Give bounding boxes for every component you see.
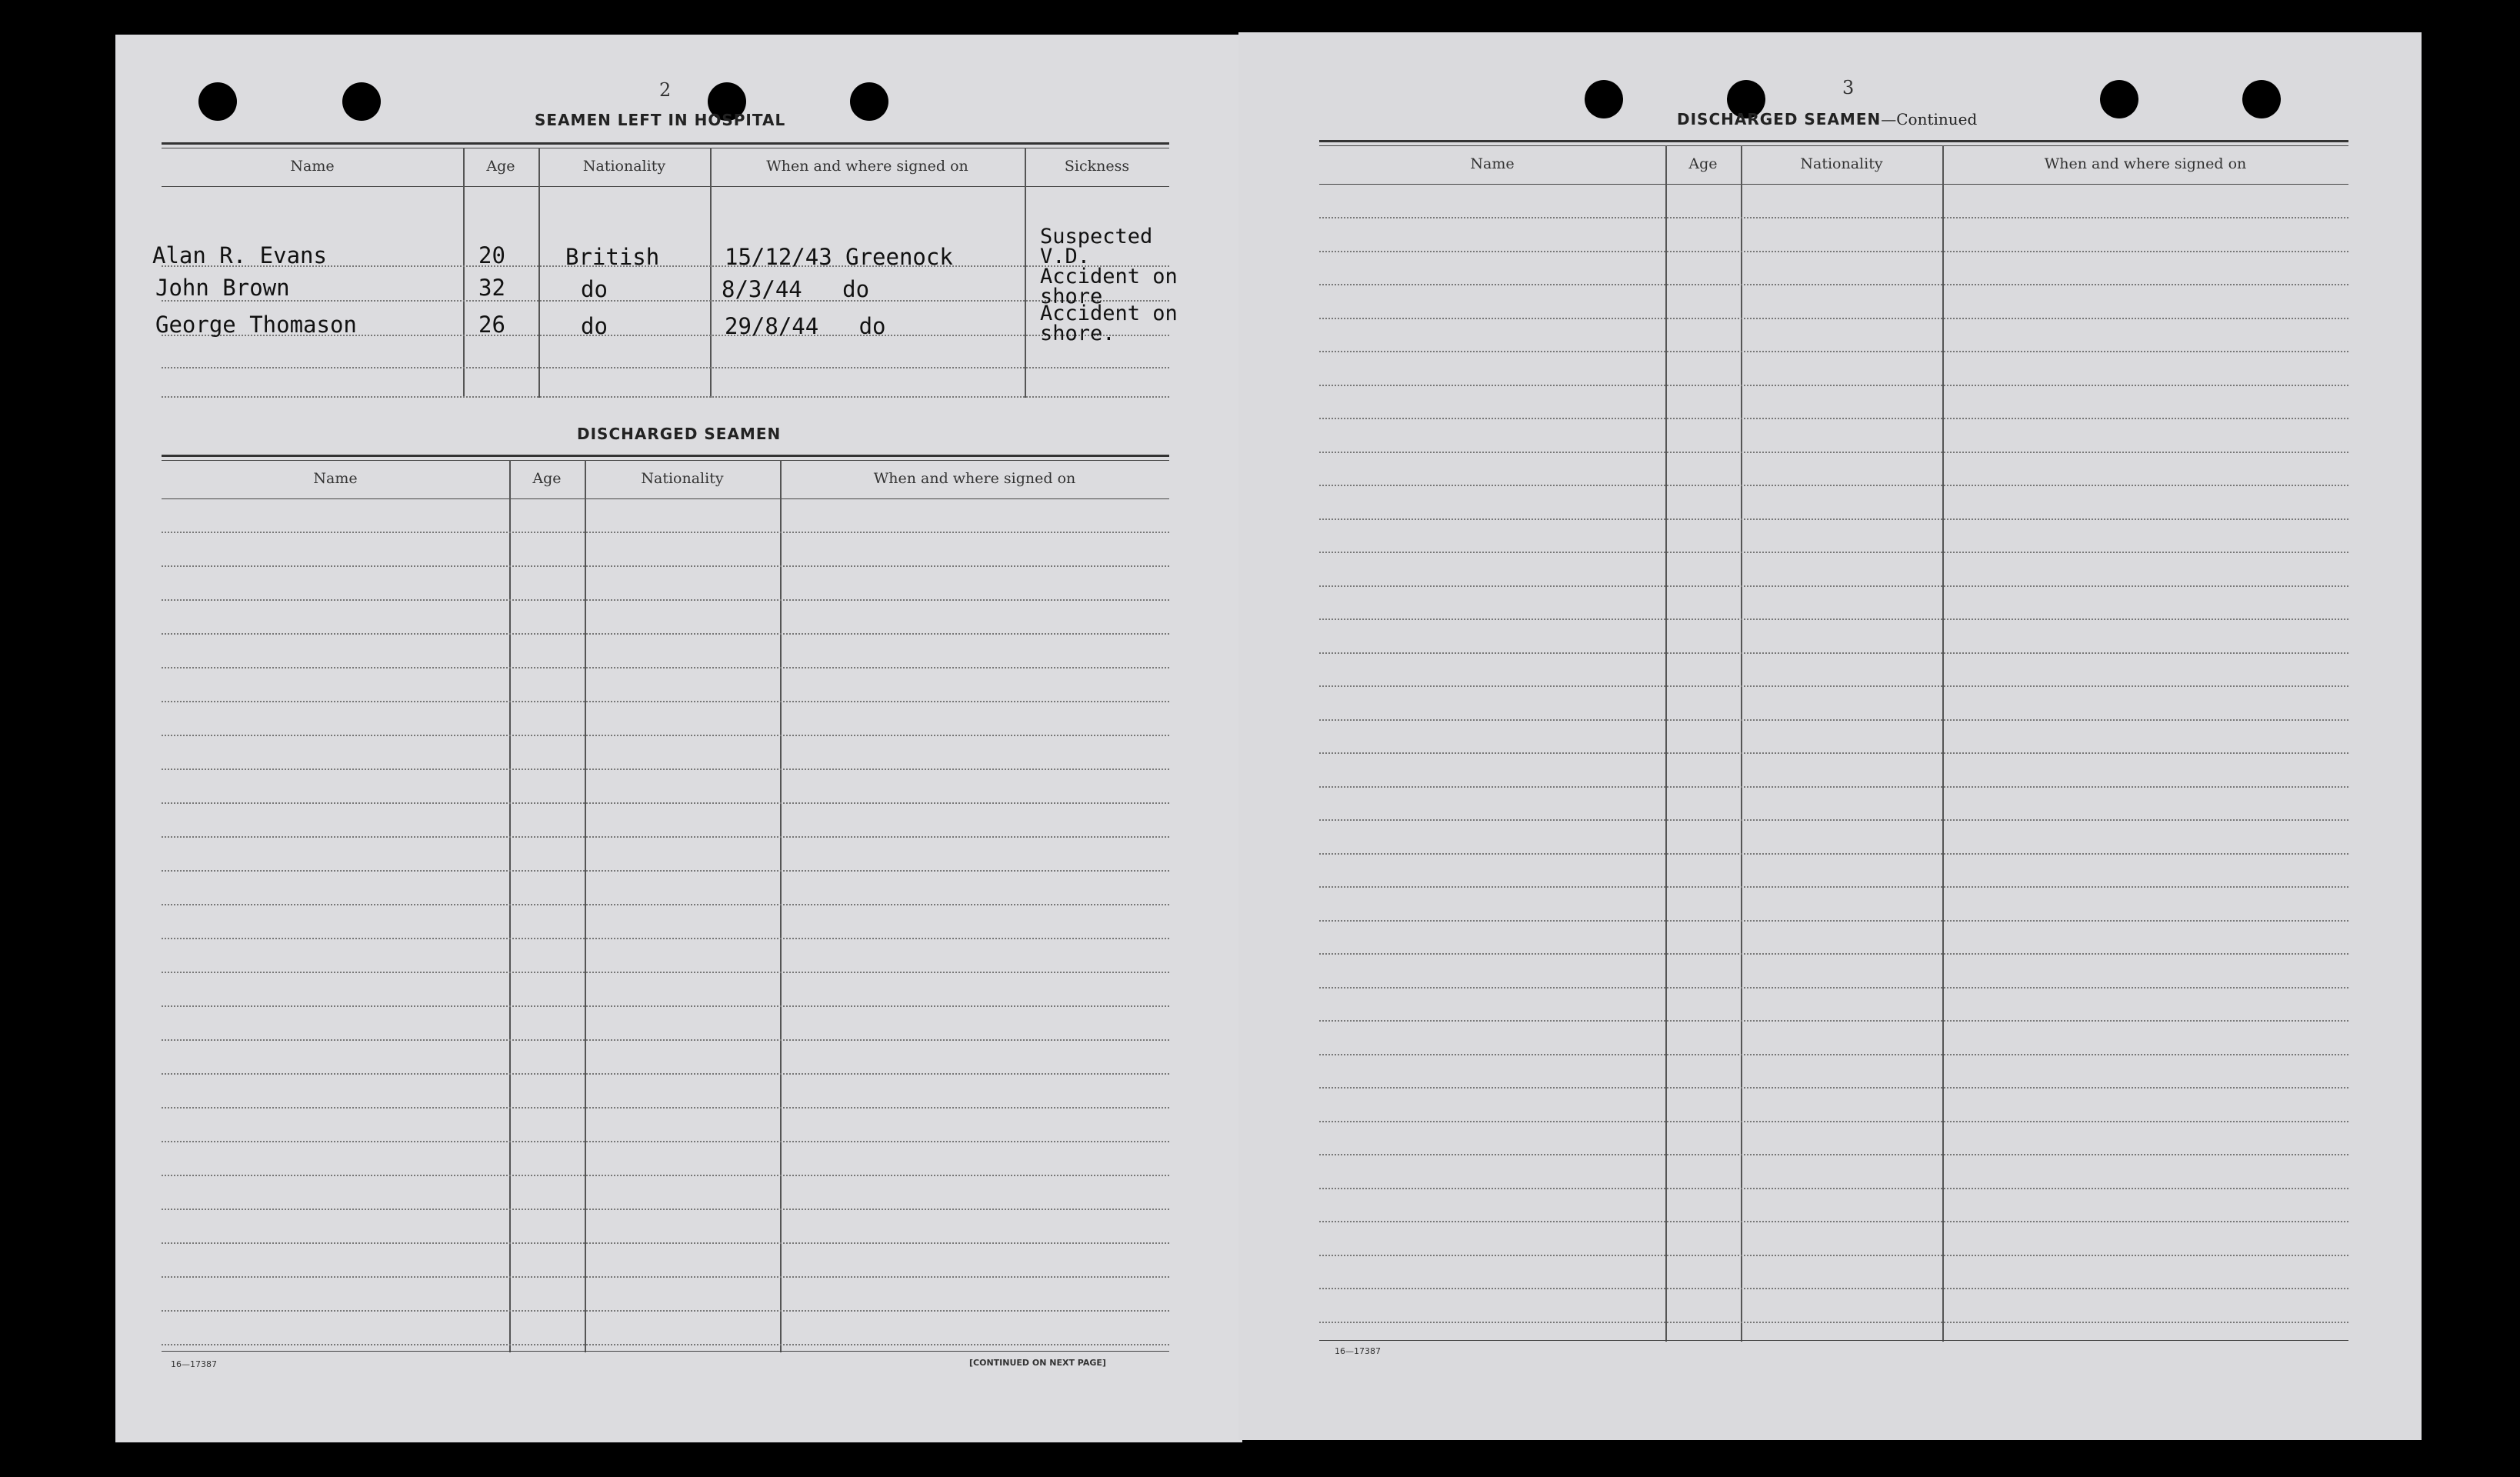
ruled-line bbox=[1319, 1020, 2348, 1022]
row2-sickness: Accident on shore bbox=[1040, 265, 1178, 308]
ruled-line bbox=[1319, 1121, 2348, 1122]
col-header-name: Name bbox=[313, 470, 358, 487]
punch-hole bbox=[342, 82, 381, 121]
title-suffix: —Continued bbox=[1881, 110, 1978, 128]
ruled-line bbox=[1319, 618, 2348, 620]
discharged-section-title: DISCHARGED SEAMEN bbox=[577, 425, 782, 443]
ruled-line bbox=[1319, 1054, 2348, 1055]
ruled-line bbox=[162, 1310, 1169, 1312]
row3-age: 26 bbox=[478, 312, 505, 338]
punch-hole bbox=[198, 82, 237, 121]
ruled-line bbox=[1319, 1188, 2348, 1189]
row1-age: 20 bbox=[478, 242, 505, 268]
row2-signed-on: 8/3/44 do bbox=[722, 276, 870, 302]
punch-hole bbox=[2242, 80, 2281, 118]
col-header-nationality: Nationality bbox=[1800, 155, 1883, 172]
ruled-line bbox=[162, 565, 1169, 567]
row2-age: 32 bbox=[478, 275, 505, 301]
ruled-line bbox=[162, 904, 1169, 905]
form-number: 16—17387 bbox=[1335, 1346, 1381, 1356]
row1-nationality: British bbox=[565, 244, 660, 270]
ruled-line bbox=[1319, 752, 2348, 754]
ruled-line bbox=[1319, 1255, 2348, 1256]
ruled-line bbox=[1319, 318, 2348, 319]
col-header-sickness: Sickness bbox=[1064, 158, 1130, 175]
ruled-line bbox=[162, 1039, 1169, 1041]
ruled-line bbox=[162, 938, 1169, 939]
ruled-line bbox=[162, 1344, 1169, 1345]
col-header-age: Age bbox=[532, 470, 562, 487]
row3-name: George Thomason bbox=[155, 312, 357, 338]
row2-nationality: do bbox=[581, 276, 608, 302]
ruled-line bbox=[1319, 284, 2348, 285]
hospital-table bbox=[152, 142, 1178, 435]
ruled-line bbox=[1319, 652, 2348, 654]
ruled-line bbox=[162, 769, 1169, 770]
ruled-line bbox=[162, 1175, 1169, 1176]
ruled-line bbox=[162, 1005, 1169, 1007]
ruled-line bbox=[162, 1209, 1169, 1210]
ruled-line bbox=[162, 633, 1169, 635]
ruled-line bbox=[1319, 786, 2348, 788]
ruled-line bbox=[162, 701, 1169, 702]
row1-signed-on: 15/12/43 Greenock bbox=[725, 244, 953, 270]
discharged-continued-title bbox=[1677, 110, 1977, 128]
ruled-line bbox=[1319, 418, 2348, 419]
ruled-line bbox=[1319, 987, 2348, 989]
ruled-line bbox=[1319, 886, 2348, 888]
punch-hole bbox=[1585, 80, 1623, 118]
row2-name: John Brown bbox=[155, 275, 290, 301]
ruled-line bbox=[162, 667, 1169, 668]
row3-nationality: do bbox=[581, 313, 608, 339]
ruled-line bbox=[162, 802, 1169, 804]
col-header-signed-on: When and where signed on bbox=[2044, 155, 2247, 172]
row1-name: Alan R. Evans bbox=[152, 242, 327, 268]
col-header-signed-on: When and where signed on bbox=[766, 158, 968, 175]
hospital-section-title: SEAMEN LEFT IN HOSPITAL bbox=[535, 111, 786, 129]
col-header-nationality: Nationality bbox=[582, 158, 666, 175]
ruled-line bbox=[162, 532, 1169, 533]
ruled-line bbox=[162, 972, 1169, 973]
ruled-line bbox=[1319, 685, 2348, 687]
right-page bbox=[1238, 32, 2422, 1440]
ruled-line bbox=[162, 870, 1169, 872]
discharged-table-left bbox=[162, 455, 1169, 1385]
ruled-line bbox=[1319, 385, 2348, 386]
ruled-line bbox=[1319, 485, 2348, 486]
ruled-line bbox=[1319, 953, 2348, 955]
col-header-age: Age bbox=[1688, 155, 1718, 172]
left-page bbox=[115, 35, 1242, 1442]
row3-sickness: Accident on shore. bbox=[1040, 302, 1178, 345]
ruled-line bbox=[1319, 1154, 2348, 1155]
ruled-line bbox=[1319, 819, 2348, 821]
ruled-line bbox=[162, 1141, 1169, 1142]
ruled-line bbox=[162, 1276, 1169, 1278]
ruled-line bbox=[1319, 585, 2348, 587]
page-number: 3 bbox=[1842, 77, 1855, 98]
col-header-name: Name bbox=[1470, 155, 1515, 172]
row3-signed-on: 29/8/44 do bbox=[725, 313, 886, 339]
ruled-line bbox=[1319, 719, 2348, 721]
ruled-line bbox=[1319, 1322, 2348, 1323]
col-header-nationality: Nationality bbox=[641, 470, 724, 487]
col-header-name: Name bbox=[290, 158, 335, 175]
ruled-line bbox=[162, 735, 1169, 736]
ruled-line bbox=[1319, 920, 2348, 922]
ruled-line bbox=[162, 1073, 1169, 1075]
ruled-line bbox=[1319, 853, 2348, 855]
col-header-age: Age bbox=[486, 158, 515, 175]
col-header-signed-on: When and where signed on bbox=[873, 470, 1076, 487]
ruled-line bbox=[162, 1242, 1169, 1244]
ruled-line bbox=[1319, 351, 2348, 352]
ruled-line bbox=[1319, 552, 2348, 553]
punch-hole bbox=[850, 82, 888, 121]
ruled-line bbox=[1319, 1288, 2348, 1289]
ruled-line bbox=[1319, 518, 2348, 520]
ruled-line bbox=[1319, 217, 2348, 218]
ruled-line bbox=[162, 1107, 1169, 1109]
ruled-line bbox=[1319, 251, 2348, 252]
discharged-table-right bbox=[1319, 140, 2348, 1386]
ruled-line bbox=[1319, 452, 2348, 453]
form-number: 16—17387 bbox=[171, 1359, 217, 1369]
ruled-line bbox=[162, 599, 1169, 601]
page-number: 2 bbox=[659, 79, 672, 101]
punch-hole bbox=[2100, 80, 2138, 118]
ruled-line bbox=[1319, 1221, 2348, 1222]
ruled-line bbox=[1319, 1087, 2348, 1089]
row1-sickness: Suspected V.D. bbox=[1040, 225, 1153, 268]
title-main: DISCHARGED SEAMEN bbox=[1677, 110, 1882, 128]
ruled-line bbox=[162, 836, 1169, 838]
continued-note: [CONTINUED ON NEXT PAGE] bbox=[969, 1358, 1106, 1368]
